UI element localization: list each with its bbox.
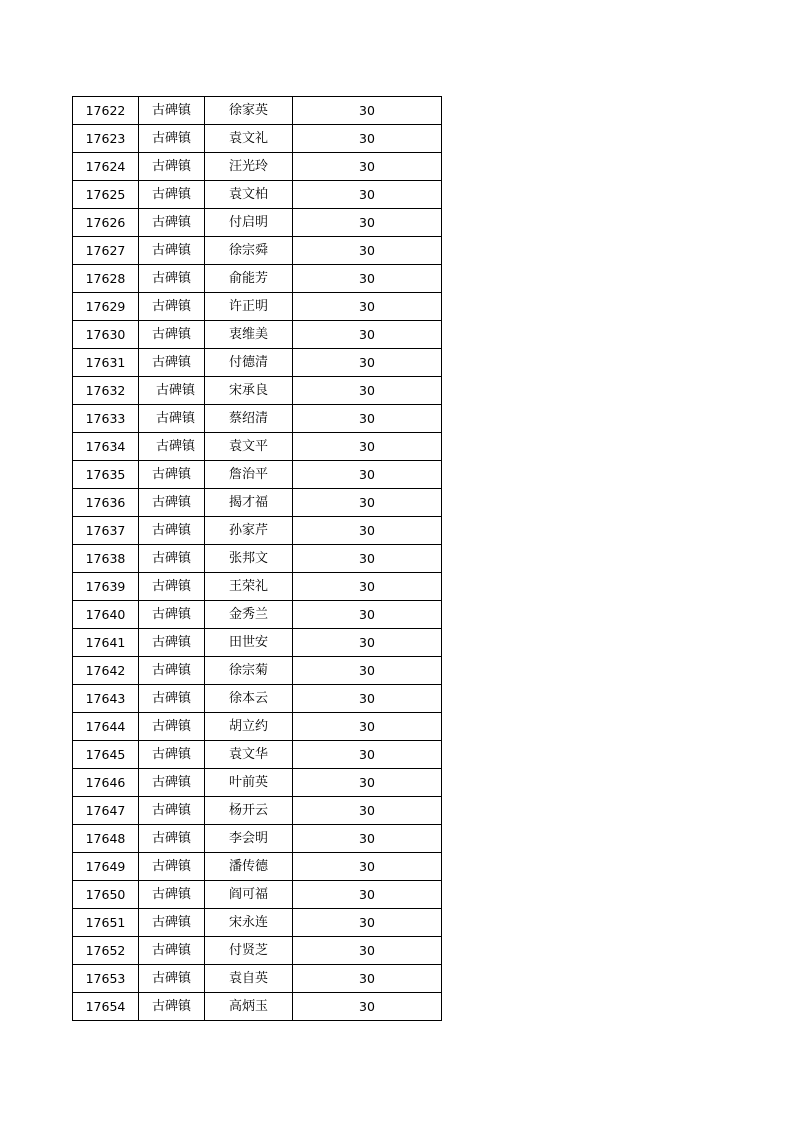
cell-amount: 30 bbox=[293, 293, 442, 321]
cell-amount: 30 bbox=[293, 461, 442, 489]
cell-name: 孙家芹 bbox=[205, 517, 293, 545]
table-row bbox=[73, 489, 442, 517]
cell-amount: 30 bbox=[293, 489, 442, 517]
table-row bbox=[73, 517, 442, 545]
cell-id: 17646 bbox=[73, 769, 139, 797]
cell-id: 17643 bbox=[73, 685, 139, 713]
cell-town: 古碑镇 bbox=[139, 853, 205, 881]
cell-town: 古碑镇 bbox=[139, 573, 205, 601]
cell-amount: 30 bbox=[293, 965, 442, 993]
cell-id: 17637 bbox=[73, 517, 139, 545]
table-row bbox=[73, 545, 442, 573]
cell-town: 古碑镇 bbox=[139, 629, 205, 657]
cell-amount: 30 bbox=[293, 237, 442, 265]
table-row bbox=[73, 629, 442, 657]
table-row bbox=[73, 433, 442, 461]
cell-id: 17623 bbox=[73, 125, 139, 153]
cell-town: 古碑镇 bbox=[139, 293, 205, 321]
cell-town: 古碑镇 bbox=[139, 265, 205, 293]
cell-town: 古碑镇 bbox=[139, 433, 205, 461]
cell-town: 古碑镇 bbox=[139, 321, 205, 349]
cell-name: 袁自英 bbox=[205, 965, 293, 993]
cell-name: 杨开云 bbox=[205, 797, 293, 825]
cell-amount: 30 bbox=[293, 713, 442, 741]
cell-town: 古碑镇 bbox=[139, 797, 205, 825]
cell-amount: 30 bbox=[293, 545, 442, 573]
table-row bbox=[73, 293, 442, 321]
cell-town: 古碑镇 bbox=[139, 825, 205, 853]
cell-amount: 30 bbox=[293, 209, 442, 237]
cell-id: 17628 bbox=[73, 265, 139, 293]
table-row bbox=[73, 769, 442, 797]
cell-amount: 30 bbox=[293, 405, 442, 433]
cell-id: 17633 bbox=[73, 405, 139, 433]
table-row bbox=[73, 797, 442, 825]
cell-id: 17644 bbox=[73, 713, 139, 741]
cell-id: 17629 bbox=[73, 293, 139, 321]
cell-town: 古碑镇 bbox=[139, 461, 205, 489]
cell-amount: 30 bbox=[293, 349, 442, 377]
cell-name: 徐本云 bbox=[205, 685, 293, 713]
cell-name: 詹治平 bbox=[205, 461, 293, 489]
table-row bbox=[73, 209, 442, 237]
cell-name: 袁文柏 bbox=[205, 181, 293, 209]
cell-town: 古碑镇 bbox=[139, 993, 205, 1021]
cell-amount: 30 bbox=[293, 321, 442, 349]
table-row bbox=[73, 125, 442, 153]
cell-amount: 30 bbox=[293, 993, 442, 1021]
cell-town: 古碑镇 bbox=[139, 601, 205, 629]
table-row bbox=[73, 573, 442, 601]
table-row bbox=[73, 153, 442, 181]
table-row bbox=[73, 265, 442, 293]
cell-name: 叶前英 bbox=[205, 769, 293, 797]
cell-id: 17645 bbox=[73, 741, 139, 769]
cell-town: 古碑镇 bbox=[139, 881, 205, 909]
cell-name: 汪光玲 bbox=[205, 153, 293, 181]
cell-id: 17624 bbox=[73, 153, 139, 181]
cell-id: 17648 bbox=[73, 825, 139, 853]
cell-town: 古碑镇 bbox=[139, 713, 205, 741]
cell-name: 揭才福 bbox=[205, 489, 293, 517]
table-row bbox=[73, 741, 442, 769]
cell-id: 17654 bbox=[73, 993, 139, 1021]
cell-town: 古碑镇 bbox=[139, 769, 205, 797]
cell-town: 古碑镇 bbox=[139, 965, 205, 993]
cell-amount: 30 bbox=[293, 797, 442, 825]
cell-name: 金秀兰 bbox=[205, 601, 293, 629]
cell-amount: 30 bbox=[293, 573, 442, 601]
cell-amount: 30 bbox=[293, 853, 442, 881]
cell-name: 许正明 bbox=[205, 293, 293, 321]
cell-amount: 30 bbox=[293, 125, 442, 153]
table-row bbox=[73, 97, 442, 125]
cell-name: 宋永连 bbox=[205, 909, 293, 937]
table-body bbox=[73, 97, 442, 1021]
cell-name: 付贤芝 bbox=[205, 937, 293, 965]
cell-name: 徐家英 bbox=[205, 97, 293, 125]
cell-town: 古碑镇 bbox=[139, 489, 205, 517]
cell-town: 古碑镇 bbox=[139, 545, 205, 573]
cell-id: 17626 bbox=[73, 209, 139, 237]
cell-town: 古碑镇 bbox=[139, 937, 205, 965]
cell-town: 古碑镇 bbox=[139, 657, 205, 685]
cell-amount: 30 bbox=[293, 265, 442, 293]
cell-amount: 30 bbox=[293, 517, 442, 545]
cell-amount: 30 bbox=[293, 601, 442, 629]
cell-name: 袁文礼 bbox=[205, 125, 293, 153]
cell-id: 17641 bbox=[73, 629, 139, 657]
cell-name: 李会明 bbox=[205, 825, 293, 853]
cell-amount: 30 bbox=[293, 377, 442, 405]
table-row bbox=[73, 321, 442, 349]
cell-id: 17630 bbox=[73, 321, 139, 349]
cell-id: 17640 bbox=[73, 601, 139, 629]
table-row bbox=[73, 713, 442, 741]
table-row bbox=[73, 993, 442, 1021]
table-row bbox=[73, 657, 442, 685]
cell-name: 袁文华 bbox=[205, 741, 293, 769]
table-row bbox=[73, 601, 442, 629]
cell-name: 张邦文 bbox=[205, 545, 293, 573]
cell-amount: 30 bbox=[293, 741, 442, 769]
cell-town: 古碑镇 bbox=[139, 909, 205, 937]
table-row bbox=[73, 377, 442, 405]
table-row bbox=[73, 853, 442, 881]
cell-town: 古碑镇 bbox=[139, 97, 205, 125]
cell-amount: 30 bbox=[293, 685, 442, 713]
cell-id: 17636 bbox=[73, 489, 139, 517]
cell-town: 古碑镇 bbox=[139, 349, 205, 377]
cell-amount: 30 bbox=[293, 153, 442, 181]
cell-name: 王荣礼 bbox=[205, 573, 293, 601]
table-row bbox=[73, 181, 442, 209]
cell-amount: 30 bbox=[293, 657, 442, 685]
cell-name: 俞能芳 bbox=[205, 265, 293, 293]
cell-town: 古碑镇 bbox=[139, 741, 205, 769]
cell-amount: 30 bbox=[293, 181, 442, 209]
table-row bbox=[73, 825, 442, 853]
cell-amount: 30 bbox=[293, 769, 442, 797]
cell-name: 徐宗菊 bbox=[205, 657, 293, 685]
cell-town: 古碑镇 bbox=[139, 405, 205, 433]
table-row bbox=[73, 461, 442, 489]
cell-amount: 30 bbox=[293, 937, 442, 965]
cell-name: 袁文平 bbox=[205, 433, 293, 461]
table-row bbox=[73, 349, 442, 377]
cell-name: 宋承良 bbox=[205, 377, 293, 405]
table-row bbox=[73, 965, 442, 993]
cell-name: 田世安 bbox=[205, 629, 293, 657]
cell-id: 17638 bbox=[73, 545, 139, 573]
cell-id: 17652 bbox=[73, 937, 139, 965]
cell-id: 17650 bbox=[73, 881, 139, 909]
cell-name: 潘传德 bbox=[205, 853, 293, 881]
cell-name: 付启明 bbox=[205, 209, 293, 237]
cell-id: 17635 bbox=[73, 461, 139, 489]
table-row bbox=[73, 237, 442, 265]
cell-amount: 30 bbox=[293, 629, 442, 657]
table-row bbox=[73, 909, 442, 937]
cell-name: 衷维美 bbox=[205, 321, 293, 349]
cell-town: 古碑镇 bbox=[139, 153, 205, 181]
cell-town: 古碑镇 bbox=[139, 181, 205, 209]
cell-town: 古碑镇 bbox=[139, 685, 205, 713]
cell-name: 付德清 bbox=[205, 349, 293, 377]
cell-town: 古碑镇 bbox=[139, 517, 205, 545]
cell-id: 17625 bbox=[73, 181, 139, 209]
cell-amount: 30 bbox=[293, 825, 442, 853]
cell-amount: 30 bbox=[293, 433, 442, 461]
cell-id: 17631 bbox=[73, 349, 139, 377]
cell-town: 古碑镇 bbox=[139, 125, 205, 153]
table-row bbox=[73, 881, 442, 909]
cell-town: 古碑镇 bbox=[139, 377, 205, 405]
cell-id: 17649 bbox=[73, 853, 139, 881]
cell-id: 17632 bbox=[73, 377, 139, 405]
cell-town: 古碑镇 bbox=[139, 209, 205, 237]
cell-id: 17639 bbox=[73, 573, 139, 601]
cell-town: 古碑镇 bbox=[139, 237, 205, 265]
cell-id: 17647 bbox=[73, 797, 139, 825]
cell-name: 蔡绍清 bbox=[205, 405, 293, 433]
data-table bbox=[72, 96, 442, 1021]
cell-id: 17627 bbox=[73, 237, 139, 265]
cell-name: 徐宗舜 bbox=[205, 237, 293, 265]
cell-name: 高炳玉 bbox=[205, 993, 293, 1021]
cell-id: 17622 bbox=[73, 97, 139, 125]
table-row bbox=[73, 937, 442, 965]
cell-name: 阎可福 bbox=[205, 881, 293, 909]
table-row bbox=[73, 685, 442, 713]
cell-amount: 30 bbox=[293, 881, 442, 909]
cell-amount: 30 bbox=[293, 97, 442, 125]
cell-amount: 30 bbox=[293, 909, 442, 937]
table-row bbox=[73, 405, 442, 433]
cell-id: 17653 bbox=[73, 965, 139, 993]
cell-id: 17642 bbox=[73, 657, 139, 685]
cell-name: 胡立约 bbox=[205, 713, 293, 741]
cell-id: 17634 bbox=[73, 433, 139, 461]
cell-id: 17651 bbox=[73, 909, 139, 937]
